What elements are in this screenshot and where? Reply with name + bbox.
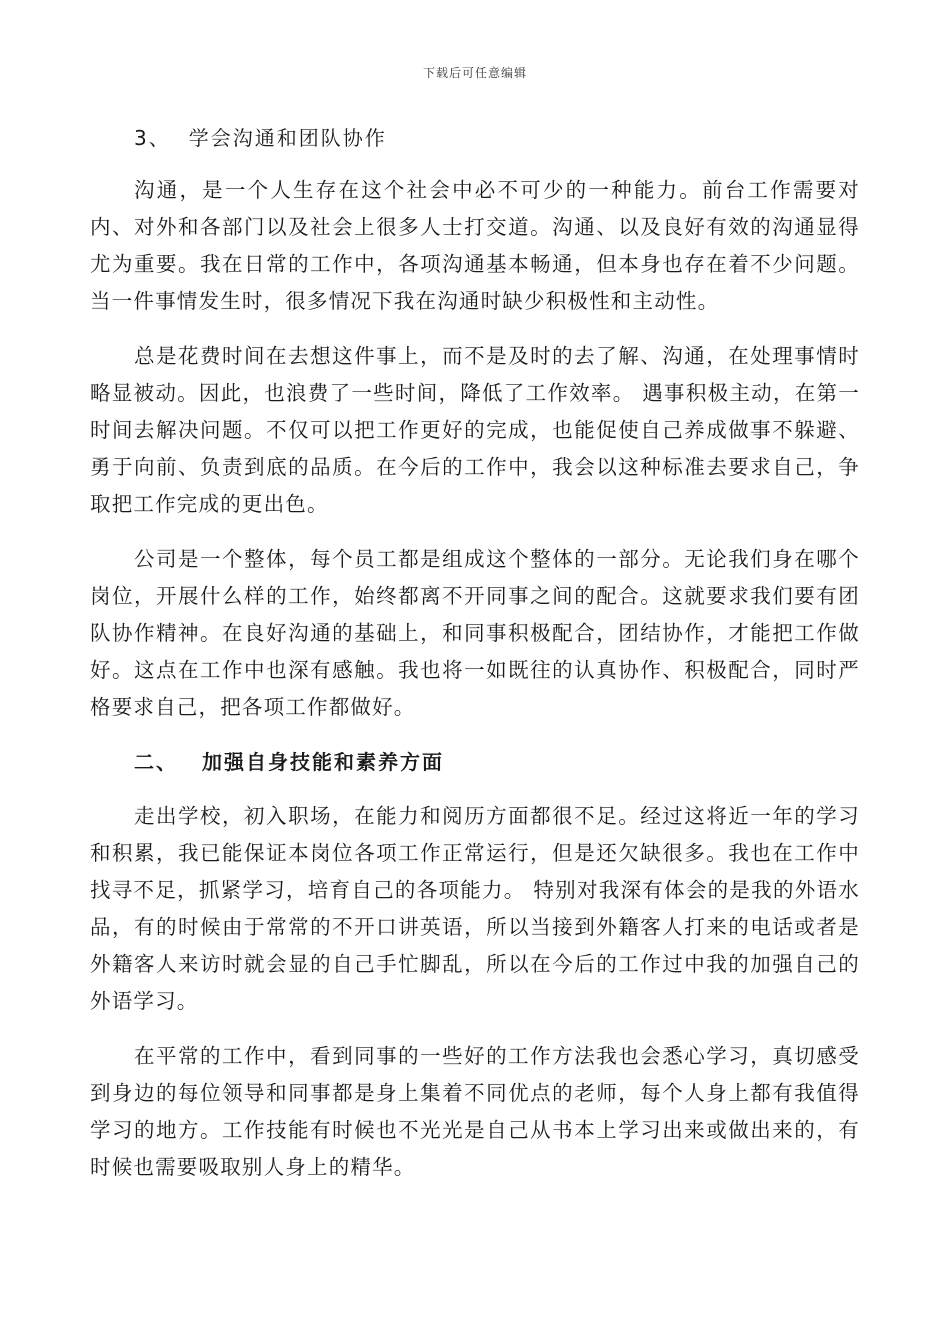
subsection-heading (90, 120, 860, 156)
document-body (90, 120, 860, 1204)
paragraph-skills: 走出学校，初入职场，在能力和阅历方面都很不足。经过这将近一年的学习和积累，我已能保证本岗位各项工作正常运行，但是还欠缺很多。我也在工作中找寻不足，抓紧学习，培育自己的各项能力。 特别对我深有体会的是我的外语水品，有的时候由于常常的不开口讲英语，所以当接到外籍客人打来的电话或者是外籍客人来访时就会显的自己手忙脚乱，所以在今后的工作过中我的加强自己的外语学习。 (90, 804, 860, 1013)
paragraph-teamwork: 公司是一个整体，每个员工都是组成这个整体的一部分。无论我们身在哪个岗位，开展什么样的工作，始终都离不开同事之间的配合。这就要求我们要有团队协作精神。在良好沟通的基础上，和同事积极配合，团结协作，才能把工作做好。这点在工作中也深有感触。我也将一如既往的认真协作、积极配合，同时严格要求自己，把各项工作都做好。 (90, 547, 860, 719)
subsection-title: 学会沟通和团队协作 (188, 126, 387, 150)
subsection-number: 3、 (134, 126, 171, 150)
paragraph-learning: 在平常的工作中，看到同事的一些好的工作方法我也会悉心学习，真切感受到身边的每位领导和同事都是身上集着不同优点的老师，每个人身上都有我值得学习的地方。工作技能有时候也不光光是自己从书本上学习出来或做出来的，有时候也需要吸取别人身上的精华。 (90, 1044, 860, 1179)
header-note: 下载后可任意编辑 (422, 66, 527, 80)
section-title: 加强自身技能和素养方面 (202, 750, 444, 774)
paragraph-communication: 沟通，是一个人生存在这个社会中必不可少的一种能力。前台工作需要对内、对外和各部门以及社会上很多人士打交道。沟通、以及良好有效的沟通显得尤为重要。我在日常的工作中，各项沟通基本畅通，但本身也存在着不少问题。当一件事情发生时，很多情况下我在沟通时缺少积极性和主动性。 (90, 178, 860, 313)
paragraph-proactive: 总是花费时间在去想这件事上，而不是及时的去了解、沟通，在处理事情时略显被动。因此，也浪费了一些时间，降低了工作效率。 遇事积极主动，在第一时间去解决问题。不仅可以把工作更好的完成，也能促使自己养成做事不躲避、勇于向前、负责到底的品质。在今后的工作中，我会以这种标准去要求自己，争取把工作完成的更出色。 (90, 344, 860, 516)
section-number: 二、 (134, 750, 178, 774)
section-heading (90, 744, 860, 780)
